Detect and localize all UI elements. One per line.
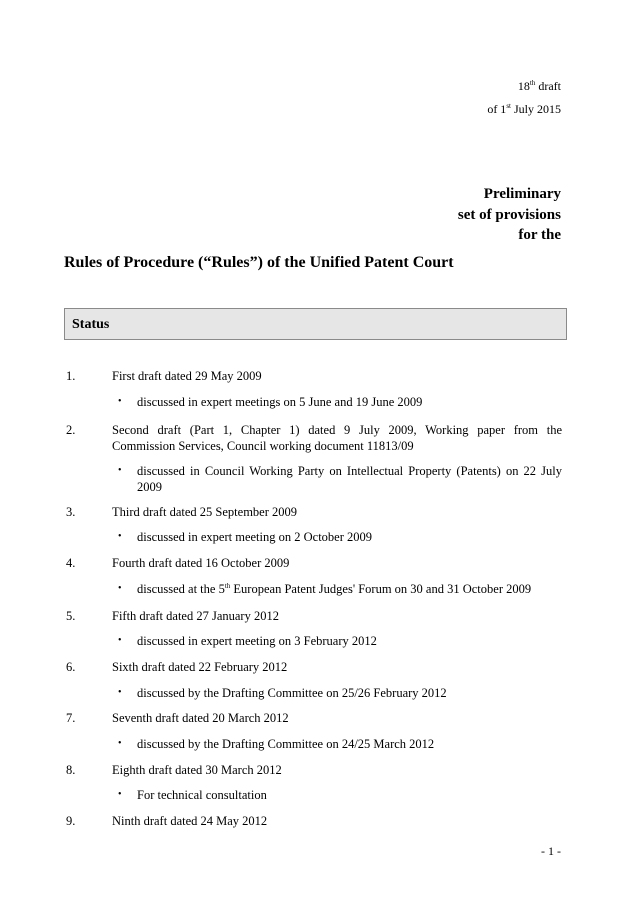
item-number: 7.	[66, 711, 76, 725]
bullet-icon: •	[118, 789, 122, 800]
bullet-icon: •	[118, 465, 122, 476]
item-number: 6.	[66, 660, 76, 674]
status-section-header	[64, 308, 567, 340]
item-text: Eighth draft dated 30 March 2012	[112, 763, 282, 777]
item-text-line1: Second draft (Part 1, Chapter 1) dated 9 July 2009, Working paper from the	[112, 423, 562, 437]
item-text: Third draft dated 25 September 2009	[112, 505, 298, 519]
item-text: Seventh draft dated 20 March 2012	[112, 711, 289, 725]
bullet-text: For technical consultation	[137, 788, 267, 802]
item-number: 4.	[66, 556, 76, 570]
item-text: Ninth draft dated 24 May 2012	[112, 814, 268, 828]
draft-number: 18th draft	[517, 79, 561, 93]
bullet-icon: •	[118, 583, 122, 594]
item-number: 2.	[66, 423, 76, 437]
bullet-icon: •	[118, 635, 122, 646]
document-title: Rules of Procedure (“Rules”) of the Unified Patent Court	[64, 254, 454, 271]
bullet-icon: •	[118, 396, 122, 407]
bullet-icon: •	[118, 738, 122, 749]
bullet-text-line2: 2009	[137, 480, 162, 494]
heading-set-of-provisions: set of provisions	[457, 207, 561, 223]
bullet-text: discussed in expert meeting on 2 October 2009	[137, 530, 373, 544]
item-text: Sixth draft dated 22 February 2012	[112, 660, 288, 674]
item-number: 3.	[66, 505, 76, 519]
bullet-text: discussed by the Drafting Committee on 24/25 March 2012	[137, 737, 435, 751]
item-number: 8.	[66, 763, 76, 777]
heading-preliminary: Preliminary	[483, 186, 561, 202]
bullet-text: discussed in expert meetings on 5 June and 19 June 2009	[137, 395, 423, 409]
bullet-text: discussed in expert meeting on 3 February 2012	[137, 634, 377, 648]
bullet-icon: •	[118, 687, 122, 698]
bullet-icon: •	[118, 531, 122, 542]
item-text: Fourth draft dated 16 October 2009	[112, 556, 290, 570]
bullet-text: discussed at the 5th European Patent Judges' Forum on 30 and 31 October 2009	[137, 581, 532, 596]
item-text-line2: Commission Services, Council working document 11813/09	[112, 439, 414, 453]
item-number: 1.	[66, 369, 76, 383]
item-text: Fifth draft dated 27 January 2012	[112, 609, 279, 623]
draft-date: of 1st July 2015	[487, 102, 561, 116]
item-text: First draft dated 29 May 2009	[112, 369, 262, 383]
item-number: 5.	[66, 609, 76, 623]
item-number: 9.	[66, 814, 76, 828]
page-number: - 1 -	[541, 844, 561, 858]
bullet-text: discussed by the Drafting Committee on 25/26 February 2012	[137, 686, 447, 700]
status-label: Status	[72, 317, 110, 332]
bullet-text-line1: discussed in Council Working Party on Intellectual Property (Patents) on 22 July	[137, 464, 562, 478]
heading-for-the: for the	[518, 227, 561, 243]
